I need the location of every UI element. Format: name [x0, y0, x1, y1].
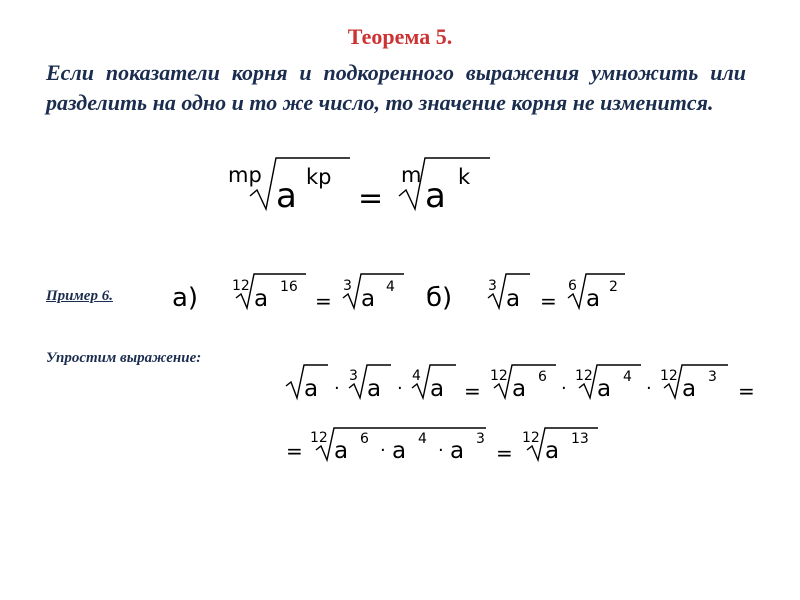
example-formula	[172, 274, 625, 313]
example-a-label: а)	[172, 283, 199, 313]
multiplication-dot: ·	[438, 440, 444, 461]
root-index: 4	[412, 368, 421, 384]
theorem-title: Теорема 5.	[347, 24, 453, 49]
radicand-exponent: 3	[476, 431, 485, 447]
radicand-base: a	[254, 286, 269, 312]
equals-sign: =	[738, 379, 755, 403]
multiplication-dot: ·	[334, 378, 340, 399]
simplify-label: Упростим выражение:	[46, 350, 202, 366]
simplify-line-1	[286, 365, 755, 403]
equals-sign: =	[358, 181, 384, 216]
radicand-base: a	[425, 176, 446, 216]
radicand-base: a	[545, 438, 560, 464]
root-index: mp	[228, 163, 262, 187]
example-b-label: б)	[426, 283, 453, 313]
radicand-base: a	[506, 286, 521, 312]
radicand-exponent: 2	[609, 279, 618, 295]
multiplication-dot: ·	[397, 378, 403, 399]
root-index: 12	[490, 368, 508, 384]
radicand-base: a	[276, 176, 297, 216]
radicand-base: a	[682, 376, 697, 402]
radicand-exponent: 3	[708, 369, 717, 385]
radicand-exponent: 4	[418, 431, 427, 447]
main-formula	[228, 158, 490, 216]
radicand-base: a	[334, 438, 349, 464]
radicand-exponent: k	[458, 165, 471, 189]
theorem-text: Если показатели корня и подкоренного выражения умножить или разделить на одно и то же число, то значение корня не изменится.	[46, 60, 746, 115]
radicand-exponent: 4	[386, 279, 395, 295]
equals-sign: =	[540, 289, 557, 313]
root-index: 12	[660, 368, 678, 384]
radicand-base: a	[367, 376, 382, 402]
radicand-exponent: 13	[571, 431, 589, 447]
radicand-base: a	[361, 286, 376, 312]
radicand-base: a	[586, 286, 601, 312]
multiplication-dot: ·	[561, 378, 567, 399]
root-index: 3	[343, 278, 352, 294]
multiplication-dot: ·	[646, 378, 652, 399]
root-index: 3	[488, 278, 497, 294]
root-index: 12	[522, 430, 540, 446]
multiplication-dot: ·	[380, 440, 386, 461]
radicand-base: a	[512, 376, 527, 402]
radicand-base: a	[450, 438, 465, 464]
root-index: 12	[232, 278, 250, 294]
radicand-exponent: 6	[360, 431, 369, 447]
radicand-exponent: 6	[538, 369, 547, 385]
radicand-base: a	[392, 438, 407, 464]
simplify-line-2	[286, 428, 598, 465]
root-index: 12	[310, 430, 328, 446]
root-index: 3	[349, 368, 358, 384]
example-label: Пример 6.	[46, 288, 113, 304]
root-index: 12	[575, 368, 593, 384]
equals-sign: =	[464, 379, 481, 403]
radicand-exponent: 4	[623, 369, 632, 385]
root-index: m	[401, 163, 422, 187]
equals-sign: =	[286, 439, 303, 463]
radicand-exponent: kp	[306, 165, 332, 189]
equals-sign: =	[315, 289, 332, 313]
radicand-base: a	[304, 376, 319, 402]
radicand-base: a	[430, 376, 445, 402]
equals-sign: =	[496, 441, 513, 465]
radicand-exponent: 16	[280, 279, 298, 295]
root-index: 6	[568, 278, 577, 294]
radical-sign	[250, 158, 350, 209]
radicand-base: a	[597, 376, 612, 402]
